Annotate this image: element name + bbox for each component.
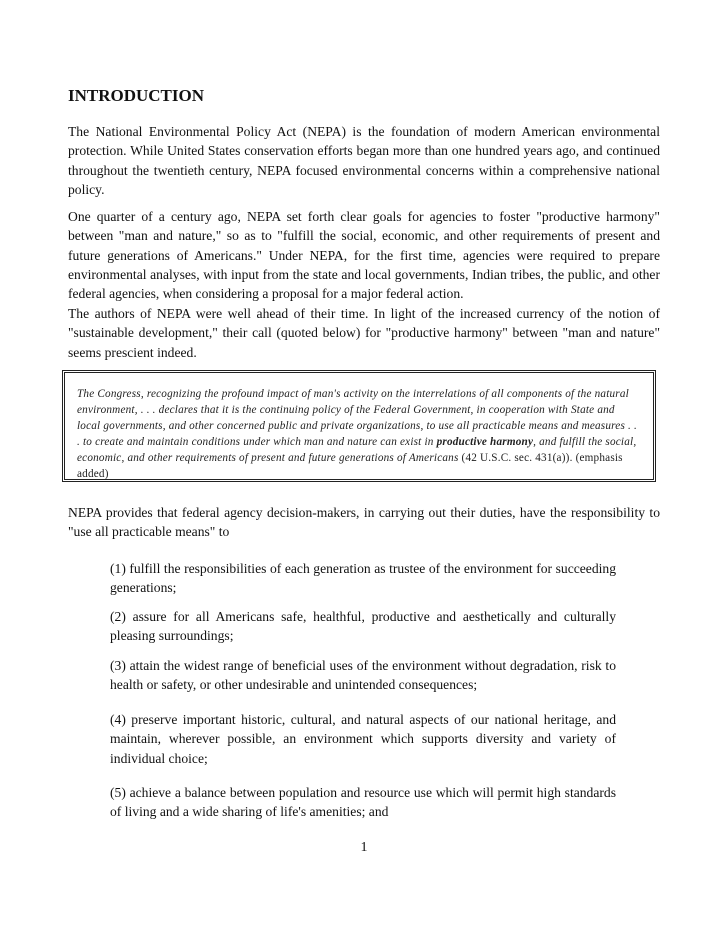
- paragraph-productive-harmony: One quarter of a century ago, NEPA set forth clear goals for agencies to foster "productive harmony" between "man and nature," so as to "fulfill the social, economic, and other requirements of present and future generations of Americans." Under NEPA, for the first time, agencies were required to prepare environmental analyses, with input from the state and local governments, Indian tribes, the public, and other federal agencies, when considering a proposal for a major federal action.: [68, 209, 660, 302]
- section-heading: INTRODUCTION: [68, 86, 205, 105]
- list-item: (4) preserve important historic, cultural, and natural aspects of our national heritage, and maintain, wherever possible, an environment which supports diversity and variety of individual choice;: [110, 712, 616, 766]
- congress-quote: [77, 386, 641, 482]
- list-item: (2) assure for all Americans safe, healthful, productive and aesthetically and culturally pleasing surroundings;: [110, 609, 616, 644]
- list-item: (5) achieve a balance between population and resource use which will permit high standards of living and a wide sharing of life's amenities; and: [110, 785, 616, 820]
- quote-box: [62, 370, 656, 482]
- paragraph-authors-ahead: The authors of NEPA were well ahead of their time. In light of the increased currency of the notion of "sustainable development," their call (quoted below) for "productive harmony" between "man and nature" seems prescient indeed.: [68, 306, 660, 360]
- page-number: 1: [360, 840, 368, 855]
- quote-text-part1: The Congress, recognizing the profound impact of man's activity on the interrelations of all components of the natural environment, . . . declares that it is the continuing policy of the Federal Government, in cooperation with State and local governments, and other concerned public and private organizations, to use all practicable means and measures . . . to create and maintain conditions under which man and nature can exist in: [77, 388, 638, 448]
- list-item: (1) fulfill the responsibilities of each generation as trustee of the environment for succeeding generations;: [110, 561, 616, 596]
- quote-emphasis: productive harmony: [436, 436, 534, 448]
- paragraph-nepa-foundation: The National Environmental Policy Act (NEPA) is the foundation of modern American environmental protection. While United States conservation efforts began more than one hundred years ago, and continued throughout the twentieth century, NEPA focused environmental concerns within a comprehensive national policy.: [68, 124, 660, 197]
- list-item: (3) attain the widest range of beneficial uses of the environment without degradation, risk to health or safety, or other undesirable and unintended consequences;: [110, 658, 616, 693]
- paragraph-responsibility-intro: NEPA provides that federal agency decision-makers, in carrying out their duties, have the responsibility to "use all practicable means" to: [68, 505, 660, 540]
- quote-citation: (42 U.S.C. sec. 431(a)). (emphasis added): [77, 452, 623, 480]
- quote-text-part2: , and fulfill the social, economic, and other requirements of present and future generations of Americans: [77, 436, 637, 464]
